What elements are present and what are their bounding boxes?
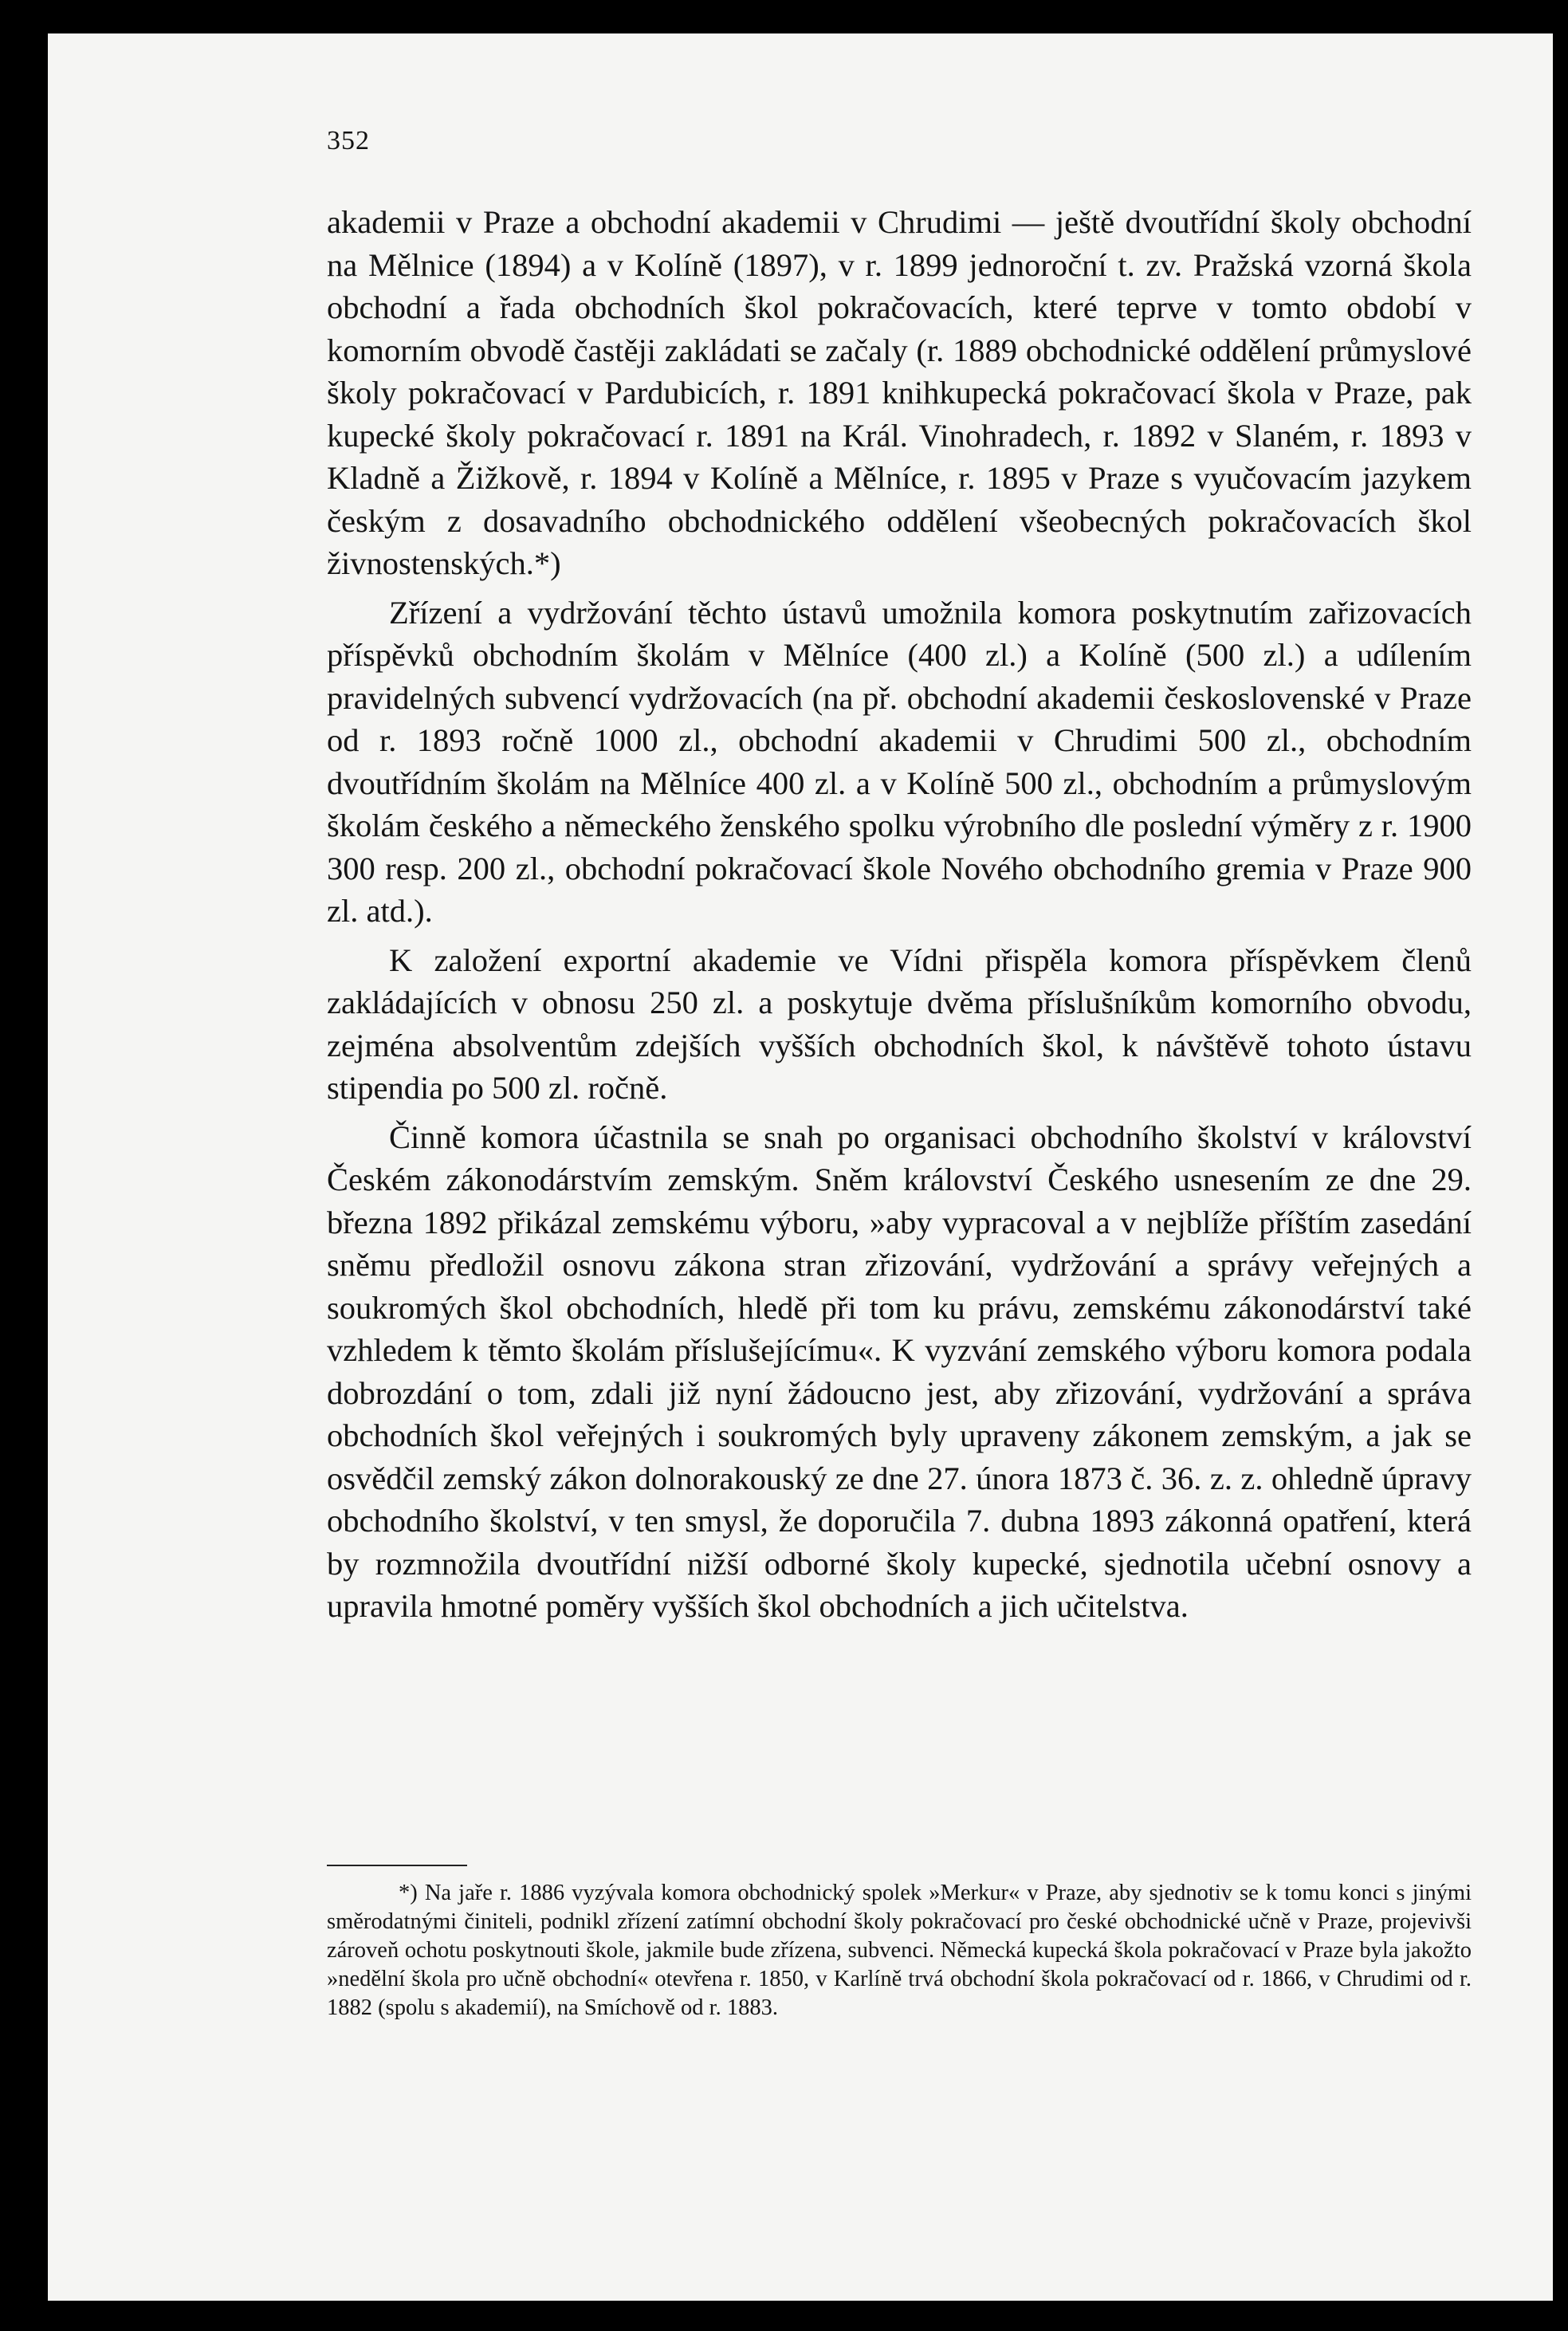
footnote-text: *) Na jaře r. 1886 vyzývala komora obchodnický spolek »Merkur« v Praze, aby sjednotiv se k tomu konci s jinými směrodatnými činiteli, podnikl zřízení zatímní obchodní školy pokračovací pro české obchodnické učně v Praze, projevivši zároveň ochotu poskytnouti škole, jakmile bude zřízena, subvenci. Německá kupecká škola pokračovací v Praze byla jakožto »nedělní škola pro učně obchodní« otevřena r. 1850, v Karlíně trvá obchodní škola pokračovací od r. 1866, v Chrudimi od r. 1882 (spolu s akademií), na Smíchově od r. 1883. (327, 1881, 1472, 2020)
footnote (327, 1879, 1472, 2022)
body-text (327, 201, 1472, 1634)
book-page (48, 33, 1553, 2301)
footnote-separator (327, 1865, 467, 1866)
paragraph: Zřízení a vydržování těchto ústavů umožnila komora poskytnutím zařizovacích příspěvků obchodním školám v Mělníce (400 zl.) a Kolíně (500 zl.) a udílením pravidelných subvencí vydržovacích (na př. obchodní akademii československé v Praze od r. 1893 ročně 1000 zl., obchodní akademii v Chrudimi 500 zl., obchodním dvoutřídním školám na Mělníce 400 zl. a v Kolíně 500 zl., obchodním a průmyslovým školám českého a německého ženského spolku výrobního dle poslední výměry z r. 1900 300 resp. 200 zl., obchodní pokračovací škole Nového obchodního gremia v Praze 900 zl. atd.). (327, 594, 1472, 929)
paragraph: Činně komora účastnila se snah po organisaci obchodního školství v království Českém zákonodárstvím zemským. Sněm království Českého usnesením ze dne 29. března 1892 přikázal zemskému výboru, »aby vypracoval a v nejblíže příštím zasedání sněmu předložil osnovu zákona stran zřizování, vydržování a správy veřejných a soukromých škol obchodních, hledě při tom ku právu, zemskému zákonodárství také vzhledem k těmto školám příslušejícímu«. K vyzvání zemského výboru komora podala dobrozdání o tom, zdali již nyní žádoucno jest, aby zřizování, vydržování a správa obchodních škol veřejných i soukromých byly upraveny zákonem zemským, a jak se osvědčil zemský zákon dolnorakouský ze dne 27. února 1873 č. 36. z. z. ohledně úpravy obchodního školství, v ten smysl, že doporučila 7. dubna 1893 zákonná opatření, která by rozmnožila dvoutřídní nižší odborné školy kupecké, sjednotila učební osnovy a upravila hmotné poměry vyšších škol obchodních a jich učitelstva. (327, 1118, 1472, 1624)
paragraph-continuation: akademii v Praze a obchodní akademii v Chrudimi — ještě dvoutřídní školy obchodní na Mělnice (1894) a v Kolíně (1897), v r. 1899 jednoroční t. zv. Pražská vzorná škola obchodní a řada obchodních škol pokračovacích, které teprve v tomto období v komorním obvodě častěji zakládati se začaly (r. 1889 obchodnické oddělení průmyslové školy pokračovací v Pardubicích, r. 1891 knihkupecká pokračovací škola v Praze, pak kupecké školy pokračovací r. 1891 na Král. Vinohradech, r. 1892 v Slaném, r. 1893 v Kladně a Žižkově, r. 1894 v Kolíně a Mělníce, r. 1895 v Praze s vyučovacím jazykem českým z dosavadního obchodnického oddělení všeobecných pokračovacích škol živnostenských.*) (327, 204, 1472, 581)
paragraph: K založení exportní akademie ve Vídni přispěla komora příspěvkem členů zakládajících v obnosu 250 zl. a poskytuje dvěma příslušníkům komorního obvodu, zejména absolventům zdejších vyšších obchodních škol, k návštěvě tohoto ústavu stipendia po 500 zl. ročně. (327, 941, 1472, 1106)
page-number: 352 (327, 126, 370, 155)
